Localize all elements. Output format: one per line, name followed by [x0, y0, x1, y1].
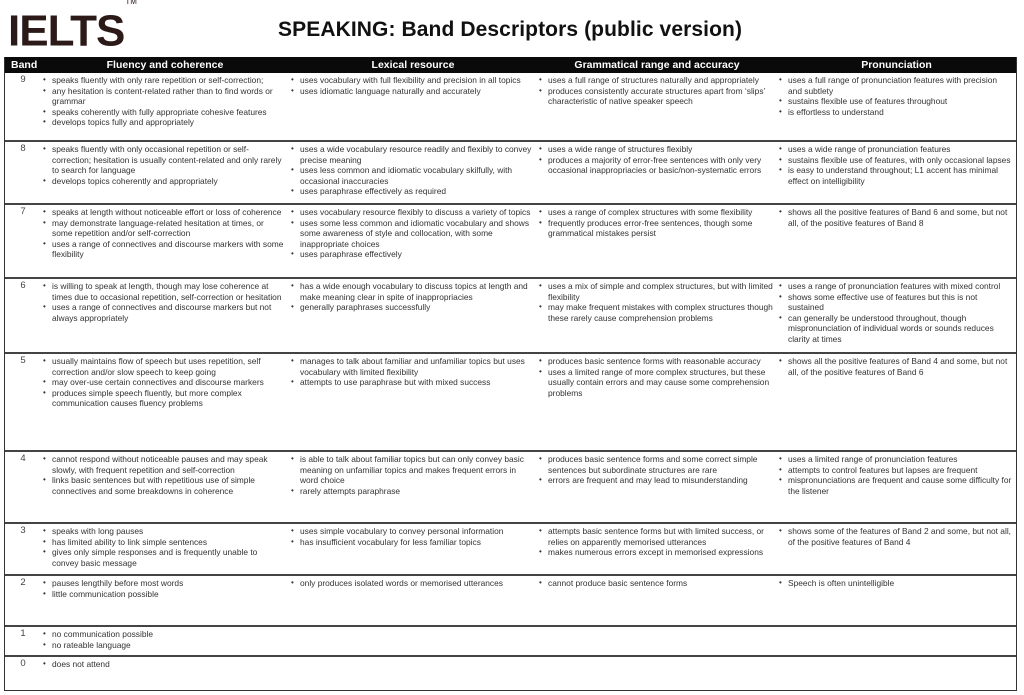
descriptor-item: • no communication possible [41, 629, 289, 640]
descriptor-item: • speaks fluently with only occasional repetition or self-correction; hesitation is usually content-related and only rarely to search for language [41, 144, 289, 176]
lexical-cell [289, 627, 537, 655]
descriptor-list [537, 207, 777, 239]
fluency-cell [41, 657, 289, 689]
table-row-band-3 [5, 522, 1016, 574]
descriptor-item: • sustains flexible use of features, with only occasional lapses [777, 155, 1016, 166]
descriptor-item: • has limited ability to link simple sentences [41, 537, 289, 548]
descriptor-list [41, 526, 289, 568]
descriptor-item: • errors are frequent and may lead to misunderstanding [537, 475, 777, 486]
table-body [5, 73, 1016, 689]
descriptor-list [289, 526, 537, 547]
descriptor-list [777, 75, 1016, 117]
descriptor-item: • Speech is often unintelligible [777, 578, 1016, 589]
descriptor-list [41, 659, 289, 670]
band-score: 7 [20, 206, 26, 217]
descriptor-list [41, 207, 289, 260]
band-score: 1 [20, 628, 26, 639]
lexical-cell [289, 279, 537, 352]
descriptor-item: • gives only simple responses and is frequently unable to convey basic message [41, 547, 289, 568]
descriptor-item: • sustains flexible use of features throughout [777, 96, 1016, 107]
descriptor-list [41, 356, 289, 409]
grammar-cell [537, 657, 777, 689]
descriptor-item: • manages to talk about familiar and unfamiliar topics but uses vocabulary with limited flexibility [289, 356, 537, 377]
descriptor-item: • produces basic sentence forms and some correct simple sentences but subordinate structures are rare [537, 454, 777, 475]
pronunciation-cell [777, 279, 1016, 352]
descriptor-item: • has insufficient vocabulary for less familiar topics [289, 537, 537, 548]
table-row-band-8 [5, 140, 1016, 203]
table-row-band-6 [5, 277, 1016, 352]
logo-text: IELTS [8, 6, 125, 56]
lexical-cell [289, 657, 537, 689]
descriptor-list [41, 454, 289, 496]
band-score: 6 [20, 280, 26, 291]
descriptor-item: • rarely attempts paraphrase [289, 486, 537, 497]
pronunciation-cell [777, 142, 1016, 203]
descriptor-item: • uses some less common and idiomatic vocabulary and shows some awareness of style and collocation, with some inappropriate choices [289, 218, 537, 250]
band-score: 0 [20, 658, 26, 669]
fluency-cell [41, 627, 289, 655]
grammar-cell [537, 354, 777, 450]
pronunciation-cell [777, 73, 1016, 140]
descriptor-list [537, 144, 777, 176]
lexical-cell [289, 524, 537, 574]
descriptor-item: • usually maintains flow of speech but uses repetition, self correction and/or slow speech to keep going [41, 356, 289, 377]
fluency-cell [41, 576, 289, 625]
descriptor-item: • only produces isolated words or memorised utterances [289, 578, 537, 589]
descriptor-list [289, 281, 537, 313]
descriptor-list [777, 207, 1016, 228]
pronunciation-cell [777, 627, 1016, 655]
table-row-band-4 [5, 450, 1016, 522]
descriptor-list [537, 526, 777, 558]
fluency-cell [41, 354, 289, 450]
descriptor-item: • uses a limited range of more complex structures, but these usually contain errors and may cause some comprehension problems [537, 367, 777, 399]
fluency-cell [41, 279, 289, 352]
band-descriptors-table [4, 57, 1017, 691]
descriptor-item: • cannot respond without noticeable pauses and may speak slowly, with frequent repetition and self-correction [41, 454, 289, 475]
descriptor-item: • may over-use certain connectives and discourse markers [41, 377, 289, 388]
descriptor-list [537, 75, 777, 107]
descriptor-list [41, 144, 289, 186]
descriptor-list [289, 454, 537, 496]
descriptor-list [537, 356, 777, 398]
grammar-cell [537, 73, 777, 140]
descriptor-item: • is able to talk about familiar topics but can only convey basic meaning on unfamiliar topics and makes frequent errors in word choice [289, 454, 537, 486]
descriptor-list [777, 454, 1016, 496]
column-header-fluency: Fluency and coherence [106, 59, 224, 71]
table-row-band-7 [5, 203, 1016, 277]
descriptor-item: • uses a range of connectives and discourse markers with some flexibility [41, 239, 289, 260]
page-title: SPEAKING: Band Descriptors (public version) [278, 18, 743, 41]
descriptor-item: • shows some effective use of features but this is not sustained [777, 292, 1016, 313]
table-row-band-2 [5, 574, 1016, 625]
descriptor-list [289, 207, 537, 260]
descriptor-item: • produces consistently accurate structures apart from ‘slips’ characteristic of native speaker speech [537, 86, 777, 107]
descriptor-item: • can generally be understood throughout, though mispronunciation of individual words or sounds reduces clarity at times [777, 313, 1016, 345]
descriptor-item: • links basic sentences but with repetitious use of simple connectives and some breakdowns in coherence [41, 475, 289, 496]
descriptor-item: • produces simple speech fluently, but more complex communication causes fluency problems [41, 388, 289, 409]
descriptor-item: • uses a wide range of pronunciation features [777, 144, 1016, 155]
band-score: 8 [20, 143, 26, 154]
descriptor-item: • may demonstrate language-related hesitation at times, or some repetition and/or self-correction [41, 218, 289, 239]
descriptor-item: • uses a range of connectives and discourse markers but not always appropriately [41, 302, 289, 323]
descriptor-item: • uses vocabulary resource flexibly to discuss a variety of topics [289, 207, 537, 218]
descriptor-item: • speaks coherently with fully appropriate cohesive features [41, 107, 289, 118]
descriptor-item: • shows some of the features of Band 2 and some, but not all, of the positive features of Band 4 [777, 526, 1016, 547]
table-row-band-0 [5, 655, 1016, 689]
descriptor-list [777, 526, 1016, 547]
descriptor-item: • uses a wide range of structures flexibly [537, 144, 777, 155]
descriptor-item: • little communication possible [41, 589, 289, 600]
table-row-band-5 [5, 352, 1016, 450]
descriptor-item: • uses a full range of structures naturally and appropriately [537, 75, 777, 86]
descriptor-list [537, 578, 777, 589]
descriptor-list [777, 144, 1016, 186]
descriptor-item: • speaks at length without noticeable effort or loss of coherence [41, 207, 289, 218]
fluency-cell [41, 524, 289, 574]
grammar-cell [537, 524, 777, 574]
pronunciation-cell [777, 657, 1016, 689]
descriptor-item: • cannot produce basic sentence forms [537, 578, 777, 589]
descriptor-item: • is willing to speak at length, though may lose coherence at times due to occasional repetition, self-correction or hesitation [41, 281, 289, 302]
lexical-cell [289, 452, 537, 522]
descriptor-item: • does not attend [41, 659, 289, 670]
descriptor-item: • attempts to control features but lapses are frequent [777, 465, 1016, 476]
descriptor-list [41, 578, 289, 599]
descriptor-item: • may make frequent mistakes with complex structures though these rarely cause comprehension problems [537, 302, 777, 323]
grammar-cell [537, 452, 777, 522]
descriptor-item: • uses a full range of pronunciation features with precision and subtlety [777, 75, 1016, 96]
descriptor-item: • uses a limited range of pronunciation features [777, 454, 1016, 465]
pronunciation-cell [777, 205, 1016, 277]
descriptor-item: • attempts basic sentence forms but with limited success, or relies on apparently memorised utterances [537, 526, 777, 547]
descriptor-item: • uses idiomatic language naturally and accurately [289, 86, 537, 97]
descriptor-list [777, 356, 1016, 377]
lexical-cell [289, 73, 537, 140]
column-header-lexical: Lexical resource [371, 59, 455, 71]
descriptor-list [537, 454, 777, 486]
column-header-pronunciation: Pronunciation [861, 59, 932, 71]
band-score: 3 [20, 525, 26, 536]
descriptor-list [777, 578, 1016, 589]
descriptor-item: • uses a mix of simple and complex structures, but with limited flexibility [537, 281, 777, 302]
descriptor-item: • uses less common and idiomatic vocabulary skilfully, with occasional inaccuracies [289, 165, 537, 186]
pronunciation-cell [777, 524, 1016, 574]
fluency-cell [41, 73, 289, 140]
descriptor-list [289, 578, 537, 589]
grammar-cell [537, 576, 777, 625]
descriptor-item: • develops topics coherently and appropriately [41, 176, 289, 187]
descriptor-list [41, 629, 289, 650]
descriptor-item: • mispronunciations are frequent and cause some difficulty for the listener [777, 475, 1016, 496]
descriptor-list [777, 281, 1016, 345]
descriptor-item: • is easy to understand throughout; L1 accent has minimal effect on intelligibility [777, 165, 1016, 186]
descriptor-item: • speaks fluently with only rare repetition or self-correction; [41, 75, 289, 86]
descriptor-item: • shows all the positive features of Band 6 and some, but not all, of the positive features of Band 8 [777, 207, 1016, 228]
descriptor-item: • uses a range of pronunciation features with mixed control [777, 281, 1016, 292]
descriptor-item: • produces basic sentence forms with reasonable accuracy [537, 356, 777, 367]
descriptor-item: • uses paraphrase effectively as required [289, 186, 537, 197]
descriptor-item: • develops topics fully and appropriately [41, 117, 289, 128]
column-header-grammar: Grammatical range and accuracy [574, 59, 740, 71]
descriptor-item: • uses paraphrase effectively [289, 249, 537, 260]
pronunciation-cell [777, 452, 1016, 522]
descriptor-item: • attempts to use paraphrase but with mixed success [289, 377, 537, 388]
ielts-logo [8, 0, 137, 56]
descriptor-item: • uses simple vocabulary to convey personal information [289, 526, 537, 537]
fluency-cell [41, 142, 289, 203]
table-header [5, 57, 1016, 73]
grammar-cell [537, 279, 777, 352]
descriptor-item: • uses vocabulary with full flexibility and precision in all topics [289, 75, 537, 86]
band-score: 5 [20, 355, 26, 366]
lexical-cell [289, 576, 537, 625]
descriptor-item: • is effortless to understand [777, 107, 1016, 118]
pronunciation-cell [777, 354, 1016, 450]
descriptor-list [537, 281, 777, 323]
descriptor-item: • no rateable language [41, 640, 289, 651]
table-row-band-1 [5, 625, 1016, 655]
fluency-cell [41, 452, 289, 522]
descriptor-list [289, 144, 537, 197]
column-header-band: Band [11, 59, 38, 71]
table-row-band-9 [5, 73, 1016, 140]
descriptor-list [289, 356, 537, 388]
lexical-cell [289, 142, 537, 203]
descriptor-item: • generally paraphrases successfully [289, 302, 537, 313]
descriptor-item: • pauses lengthily before most words [41, 578, 289, 589]
descriptor-item: • shows all the positive features of Band 4 and some, but not all, of the positive features of Band 6 [777, 356, 1016, 377]
descriptor-item: • any hesitation is content-related rather than to find words or grammar [41, 86, 289, 107]
grammar-cell [537, 627, 777, 655]
descriptor-item: • frequently produces error-free sentences, though some grammatical mistakes persist [537, 218, 777, 239]
descriptor-item: • produces a majority of error-free sentences with only very occasional inappropriacies or basic/non-systematic errors [537, 155, 777, 176]
descriptor-item: • makes numerous errors except in memorised expressions [537, 547, 777, 558]
descriptor-item: • speaks with long pauses [41, 526, 289, 537]
descriptor-list [41, 75, 289, 128]
descriptor-item: • has a wide enough vocabulary to discuss topics at length and make meaning clear in spite of inappropriacies [289, 281, 537, 302]
fluency-cell [41, 205, 289, 277]
grammar-cell [537, 142, 777, 203]
descriptor-list [289, 75, 537, 96]
lexical-cell [289, 205, 537, 277]
band-score: 9 [20, 74, 26, 85]
lexical-cell [289, 354, 537, 450]
pronunciation-cell [777, 576, 1016, 625]
grammar-cell [537, 205, 777, 277]
band-score: 2 [20, 577, 26, 588]
band-score: 4 [20, 453, 26, 464]
descriptor-item: • uses a range of complex structures with some flexibility [537, 207, 777, 218]
descriptor-item: • uses a wide vocabulary resource readily and flexibly to convey precise meaning [289, 144, 537, 165]
trademark-mark: TM [125, 0, 137, 6]
descriptor-list [41, 281, 289, 323]
